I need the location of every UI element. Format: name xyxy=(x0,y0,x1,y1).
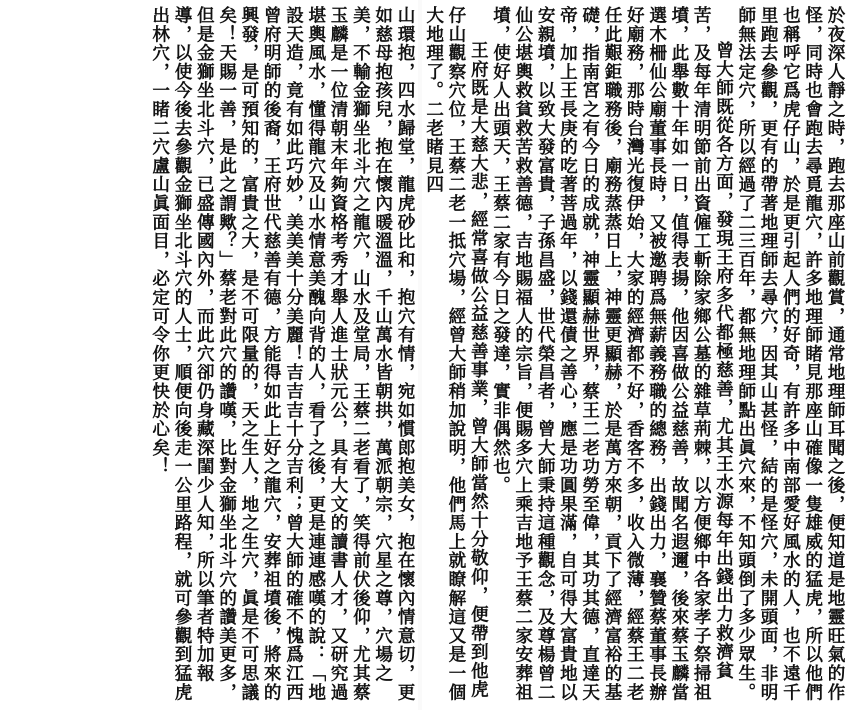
paragraph: 山環抱，四水歸堂，龍虎砂比和，抱穴有情，宛如慣郎抱美女，抱在懷內情意切，更如慈母抱孩兒，抱在懷內暖溫溫，千山萬水皆朝拱，萬派朝宗，穴星之尊，穴場之美，不輸金獅坐北斗穴之龍穴，山水及堂局，王蔡二老看了，笑得前伏後仰，尤其蔡玉麟是一位清朝末年夠資格考秀才舉人進士狀元公，具有大文的讀書人才，又研究過堪輿風水，懂得龍穴及山水情意美醜向背的人，看了之後，更是連連感嘆的說：「地設天造，竟有如此巧妙，美美美十分美麗！吉吉吉十分吉利；曾大師的確不愧爲江西曾府明師的後裔，王府世代慈善有德，方能得如此上好之龍穴，安葬祖墳後，將來的興發，是可預知的，富貴之大，是不可限量的，天之生人，地之生穴，眞是不可思議矣！天賜一善，是此之謂歟？」蔡老對此穴的讚嘆，比對金獅坐北斗穴的讚美更多，但是金獅坐北斗穴，已盛傳國內外，而此穴卻仍身藏深閨少人知，所以筆者特加報導，以使今後去參觀金獅坐北斗穴的人士，順便向後走一公里路程，就可參觀到猛虎出林穴，一睹二穴盧山眞面目，必定可令你更快於心矣！ xyxy=(149,6,416,702)
right-page-text xyxy=(423,6,846,702)
paragraph: 曾大師既從各方面，發現王府多代都極慈善，尤其王水源每年出錢出力救濟貧苦，及每年清明節前出資僱工斬除家鄉公墓的雜草荊棘，以方便鄉中各家孝子祭掃祖墳，此舉數十年如一日，值得表揚，他因喜做公益慈善，故聞名遐邇，後來蔡玉麟當選木柵仙公廟董事長時，又被邀聘爲無薪義務職的總務，出錢出力，襄贊蔡董事長辦好廟務，那時台灣光復伊始，大家的經濟都不好，香客不多，收入微薄，經蔡王二老任此艱鉅職務後，廟務蒸蒸日上，神靈更顯赫，於是萬方來朝，貢下了經濟富裕的基礎，指南宮之有今日的成就，神靈顯赫世界，蔡王二老功勞至偉，其功其德，直達天帝，加上王長庚的吃著菩過年，以錢還債之善心，應是功圓果滿，自可得大富貴地以安親墳，以致大發富貴，子孫昌盛，世代榮昌者，曾大師秉持這種觀念，及尊楊曾二仙公堪輿救貧救苦救善德，吉地賜福人的宗旨，便賜多穴上乘吉地予王蔡二家安葬祖墳，使好人出頭天，王蔡二家有今日之發達，實非偶然也。 xyxy=(490,6,735,702)
paragraph: 王府既是大慈大悲，經常喜做公益慈善事業，曾大師當然十分敬仰，便帶到他虎仔山觀察穴位，王蔡二老一抵穴場，經曾大師稍加說明，他們馬上就瞭解這又是一個大地理了。二老睹見四 xyxy=(423,6,490,702)
right-page xyxy=(420,0,858,710)
left-page xyxy=(0,0,420,710)
paragraph: 於夜深人靜之時，跑去那座山前觀賞，通常地理師耳聞之後，便知道是地靈旺氣的作怪，同時也會跑去尋覓龍穴，許多地理師睹見那座山確像一隻雄威的猛虎，所以他們也稱呼它爲虎仔山，於是更引起人們的好奇，有許多中南部愛好風水的人，也不遠千里跑去參觀，更有的帶著地理師去尋穴，因其山甚怪，結的是怪穴，未開頭面，非明師無法定穴，所以經過了二三百年，都無地理師點出眞穴來，不知頭倒了多少眾生。 xyxy=(735,6,846,702)
left-page-text xyxy=(4,6,416,702)
